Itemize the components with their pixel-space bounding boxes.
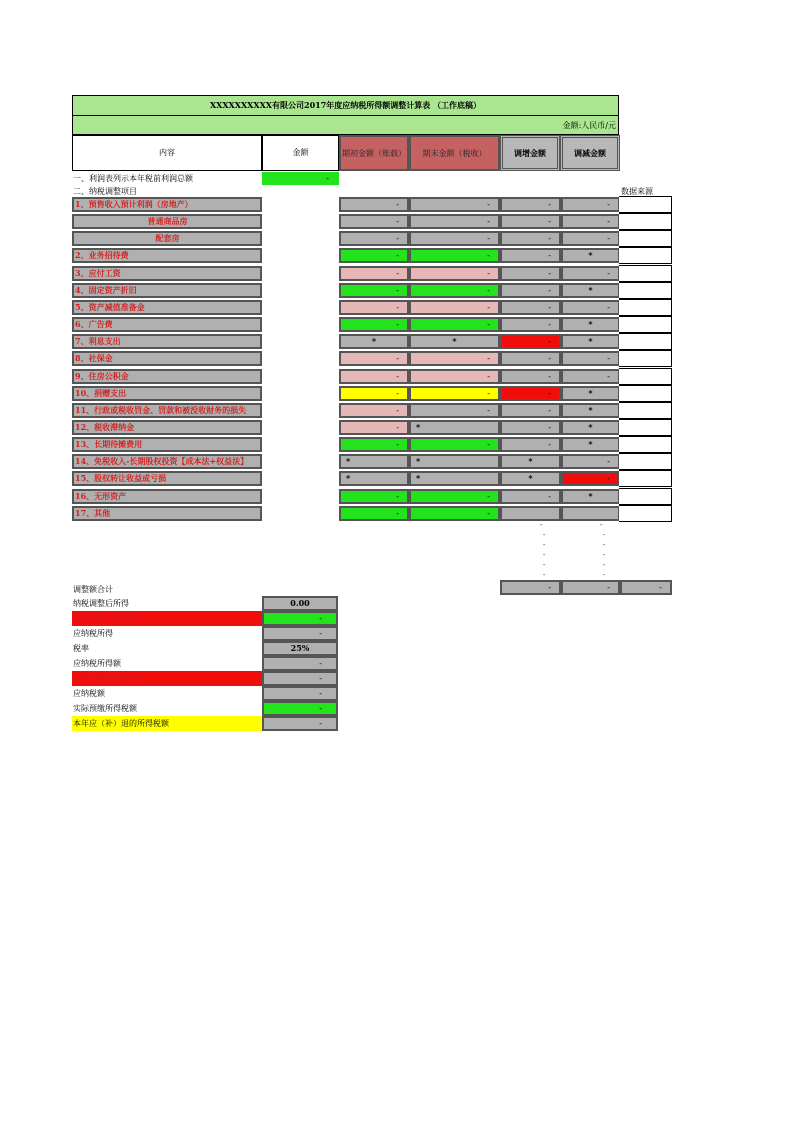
source-cell[interactable] xyxy=(619,316,672,333)
item-label: 15、股权转让收益或亏损 xyxy=(72,471,262,486)
item-cell-decrease[interactable]: - xyxy=(561,369,620,384)
item-label: 5、资产减值准备金 xyxy=(72,300,262,315)
source-cell[interactable] xyxy=(619,350,672,367)
source-cell[interactable] xyxy=(619,385,672,402)
extra-dash: - xyxy=(543,541,546,549)
item-cell-increase[interactable]: - xyxy=(500,214,561,229)
source-cell[interactable] xyxy=(619,213,672,230)
item-cell-opening[interactable]: - xyxy=(339,403,409,418)
summary-value[interactable]: - xyxy=(262,686,338,701)
summary-label: 本年应（补）退的所得税额 xyxy=(72,716,262,731)
summary-label: 弥补以前年度亏损 xyxy=(72,611,262,626)
summary-value[interactable]: - xyxy=(262,656,338,671)
item-cell-opening[interactable]: - xyxy=(339,386,409,401)
extra-dash: - xyxy=(603,541,606,549)
item-cell-decrease[interactable] xyxy=(561,506,620,521)
item-cell-opening[interactable]: - xyxy=(339,506,409,521)
extra-dash: - xyxy=(603,561,606,569)
item-cell-closing[interactable]: - xyxy=(409,266,500,281)
item-cell-closing[interactable]: - xyxy=(409,300,500,315)
item-label: 配套房 xyxy=(72,231,262,246)
item-cell-opening[interactable]: - xyxy=(339,351,409,366)
source-cell[interactable] xyxy=(619,282,672,299)
header-content: 内容 xyxy=(72,135,262,171)
header-increase: 调增金额 xyxy=(500,135,560,171)
item-cell-opening[interactable]: - xyxy=(339,437,409,452)
item-cell-increase[interactable]: * xyxy=(500,471,561,486)
item-cell-decrease[interactable]: * xyxy=(561,248,620,263)
item-cell-closing[interactable]: - xyxy=(409,506,500,521)
adjust-total-increase[interactable]: - xyxy=(500,580,561,595)
item-cell-increase[interactable]: * xyxy=(500,454,561,469)
item-cell-opening[interactable]: - xyxy=(339,420,409,435)
sheet-title: XXXXXXXXXX有限公司2017年度应纳税所得额调整计算表 （工作底稿） xyxy=(72,95,619,116)
item-cell-opening[interactable]: - xyxy=(339,248,409,263)
item-label: 12、税收滞纳金 xyxy=(72,420,262,435)
item-cell-closing[interactable]: * xyxy=(409,420,500,435)
item-cell-increase[interactable]: - xyxy=(500,248,561,263)
item-cell-opening[interactable]: - xyxy=(339,231,409,246)
item-label: 13、长期待摊费用 xyxy=(72,437,262,452)
item-cell-decrease[interactable]: - xyxy=(561,471,620,486)
source-cell[interactable] xyxy=(619,333,672,350)
item-cell-increase[interactable]: - xyxy=(500,386,561,401)
summary-label: 税率 xyxy=(73,644,89,653)
summary-value[interactable]: - xyxy=(262,671,338,686)
item-cell-decrease[interactable]: - xyxy=(561,351,620,366)
summary-label: 应纳税所得额 xyxy=(73,659,121,668)
item-label: 6、广告费 xyxy=(72,317,262,332)
item-cell-increase[interactable]: - xyxy=(500,266,561,281)
item-cell-increase[interactable]: - xyxy=(500,317,561,332)
item-label: 14、免税收入-长期股权投资【成本法+权益法】 xyxy=(72,454,262,469)
item-cell-opening[interactable]: * xyxy=(339,334,409,349)
extra-dash: - xyxy=(540,521,543,529)
item-cell-increase[interactable]: - xyxy=(500,334,561,349)
adjust-total-label: 调整额合计 xyxy=(73,585,113,594)
item-cell-opening[interactable]: * xyxy=(339,454,409,469)
item-cell-decrease[interactable]: * xyxy=(561,437,620,452)
summary-value[interactable]: - xyxy=(262,611,338,626)
item-cell-decrease[interactable]: * xyxy=(561,403,620,418)
header-decrease: 调减金额 xyxy=(560,135,620,171)
summary-label: 应纳税所得 xyxy=(73,629,113,638)
item-label: 9、住房公积金 xyxy=(72,369,262,384)
item-cell-decrease[interactable]: - xyxy=(561,266,620,281)
extra-dash: - xyxy=(603,551,606,559)
item-label: 4、固定资产折旧 xyxy=(72,283,262,298)
item-cell-closing[interactable]: - xyxy=(409,403,500,418)
item-label: 10、捐赠支出 xyxy=(72,386,262,401)
item-cell-increase[interactable]: - xyxy=(500,197,561,212)
item-cell-increase[interactable]: - xyxy=(500,300,561,315)
item-cell-increase[interactable]: - xyxy=(500,231,561,246)
summary-value[interactable]: - xyxy=(262,626,338,641)
item-cell-decrease[interactable]: * xyxy=(561,420,620,435)
profit-total-cell[interactable]: - xyxy=(262,172,339,185)
item-cell-increase[interactable]: - xyxy=(500,420,561,435)
summary-label: 纳税调整后所得 xyxy=(73,599,129,608)
item-cell-increase[interactable]: - xyxy=(500,437,561,452)
item-cell-closing[interactable]: - xyxy=(409,248,500,263)
item-cell-closing[interactable]: - xyxy=(409,197,500,212)
extra-dash: - xyxy=(600,521,603,529)
item-label: 2、业务招待费 xyxy=(72,248,262,263)
item-cell-increase[interactable]: - xyxy=(500,403,561,418)
source-cell[interactable] xyxy=(619,470,672,487)
source-cell[interactable] xyxy=(619,265,672,282)
item-label: 7、利息支出 xyxy=(72,334,262,349)
item-cell-decrease[interactable]: * xyxy=(561,317,620,332)
item-cell-closing[interactable]: * xyxy=(409,454,500,469)
header-opening-book: 期初金额（账载） xyxy=(339,135,409,171)
item-cell-closing[interactable]: - xyxy=(409,386,500,401)
item-label: 11、行政或税收罚金、罚款和被没收财务的损失 xyxy=(72,403,262,418)
item-label: 17、其他 xyxy=(72,506,262,521)
item-cell-opening[interactable]: * xyxy=(339,471,409,486)
item-label: 1、预售收入预计利润（房地产） xyxy=(72,197,262,212)
item-cell-decrease[interactable]: * xyxy=(561,489,620,504)
source-cell[interactable] xyxy=(619,453,672,470)
extra-dash: - xyxy=(543,551,546,559)
adjust-total-extra[interactable]: - xyxy=(620,580,672,595)
item-label: 16、无形资产 xyxy=(72,489,262,504)
item-cell-increase[interactable]: - xyxy=(500,489,561,504)
item-cell-decrease[interactable]: * xyxy=(561,283,620,298)
item-cell-closing[interactable]: - xyxy=(409,351,500,366)
item-cell-opening[interactable]: - xyxy=(339,317,409,332)
source-cell[interactable] xyxy=(619,299,672,316)
header-closing-tax: 期末金额（税收） xyxy=(409,135,500,171)
source-header: 数据来源 xyxy=(621,187,653,196)
item-cell-closing[interactable]: * xyxy=(409,334,500,349)
source-cell[interactable] xyxy=(619,402,672,419)
summary-value[interactable]: - xyxy=(262,716,338,731)
item-cell-decrease[interactable]: - xyxy=(561,454,620,469)
extra-dash: - xyxy=(543,531,546,539)
section1-label: 一、利润表列示本年税前利润总额 xyxy=(73,174,193,183)
source-cell[interactable] xyxy=(619,368,672,385)
header-amount: 金额 xyxy=(262,135,339,171)
item-cell-decrease[interactable]: - xyxy=(561,197,620,212)
section2-label: 二、纳税调整项目 xyxy=(73,187,137,196)
item-cell-decrease[interactable]: - xyxy=(561,231,620,246)
summary-label: 企业所得税税率优惠 xyxy=(72,671,262,686)
item-cell-closing[interactable]: - xyxy=(409,489,500,504)
source-cell[interactable] xyxy=(619,436,672,453)
item-cell-opening[interactable]: - xyxy=(339,266,409,281)
item-cell-closing[interactable]: - xyxy=(409,317,500,332)
item-cell-opening[interactable]: - xyxy=(339,489,409,504)
extra-dash: - xyxy=(543,561,546,569)
item-cell-opening[interactable]: - xyxy=(339,300,409,315)
source-cell[interactable] xyxy=(619,196,672,213)
source-cell[interactable] xyxy=(619,247,672,264)
summary-value[interactable]: 0.00 xyxy=(262,596,338,611)
source-cell[interactable] xyxy=(619,230,672,247)
item-cell-closing[interactable]: - xyxy=(409,214,500,229)
item-label: 3、应付工资 xyxy=(72,266,262,281)
item-cell-opening[interactable]: - xyxy=(339,197,409,212)
item-cell-increase[interactable]: - xyxy=(500,369,561,384)
source-cell[interactable] xyxy=(619,505,672,522)
item-cell-opening[interactable]: - xyxy=(339,369,409,384)
item-cell-increase[interactable] xyxy=(500,506,561,521)
summary-value[interactable]: - xyxy=(262,701,338,716)
extra-dash: - xyxy=(543,571,546,579)
item-cell-increase[interactable]: - xyxy=(500,351,561,366)
item-cell-closing[interactable]: - xyxy=(409,283,500,298)
summary-value[interactable]: 25% xyxy=(262,641,338,656)
extra-dash: - xyxy=(603,571,606,579)
source-cell[interactable] xyxy=(619,488,672,505)
extra-dash: - xyxy=(603,531,606,539)
item-cell-decrease[interactable]: - xyxy=(561,214,620,229)
source-cell[interactable] xyxy=(619,419,672,436)
item-cell-increase[interactable]: - xyxy=(500,283,561,298)
item-cell-opening[interactable]: - xyxy=(339,283,409,298)
item-cell-closing[interactable]: * xyxy=(409,471,500,486)
item-cell-decrease[interactable]: * xyxy=(561,334,620,349)
adjust-total-decrease[interactable]: - xyxy=(561,580,620,595)
currency-unit: 金额:人民币/元 xyxy=(72,116,619,135)
item-label: 普通商品房 xyxy=(72,214,262,229)
summary-label: 实际预缴所得税额 xyxy=(73,704,137,713)
item-label: 8、社保金 xyxy=(72,351,262,366)
summary-label: 应纳税额 xyxy=(73,689,105,698)
item-cell-closing[interactable]: - xyxy=(409,437,500,452)
item-cell-decrease[interactable]: - xyxy=(561,300,620,315)
item-cell-closing[interactable]: - xyxy=(409,369,500,384)
item-cell-closing[interactable]: - xyxy=(409,231,500,246)
item-cell-decrease[interactable]: * xyxy=(561,386,620,401)
item-cell-opening[interactable]: - xyxy=(339,214,409,229)
